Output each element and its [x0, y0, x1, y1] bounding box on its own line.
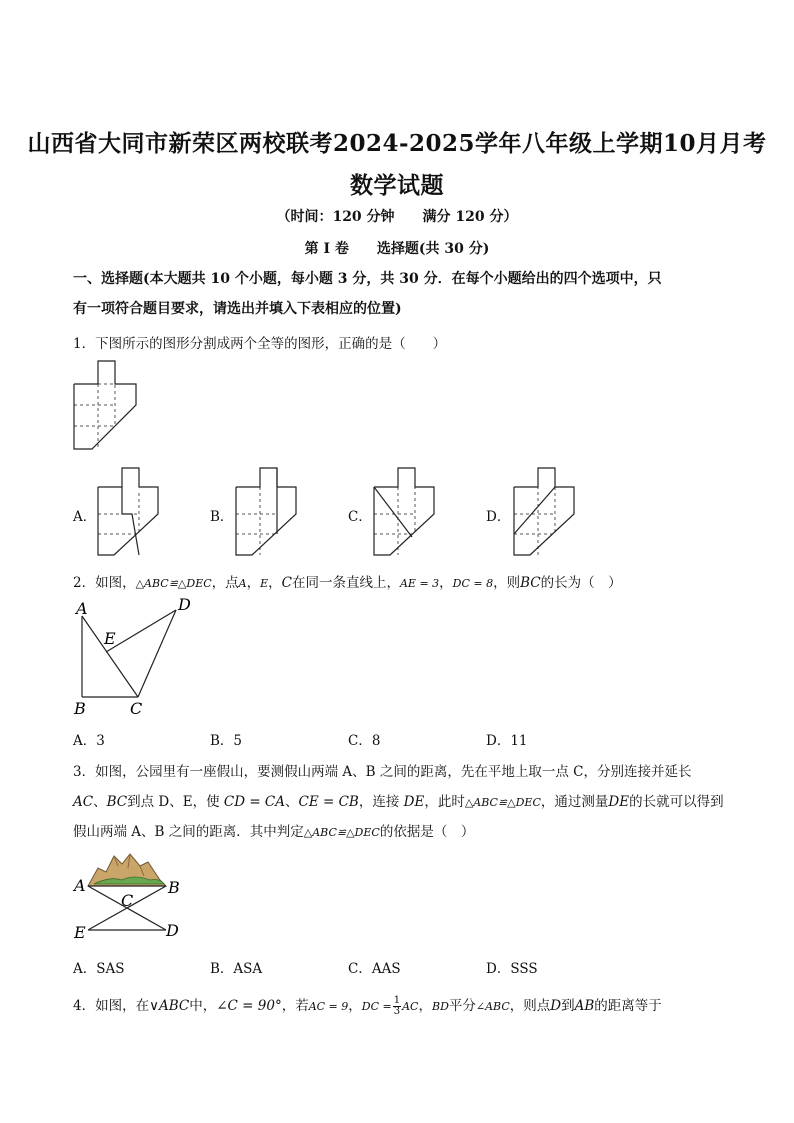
q2-label-c: C [130, 699, 143, 718]
question-3-figure [70, 850, 190, 942]
question-2-figure [70, 594, 210, 719]
q4-bd: BD [431, 1000, 449, 1013]
q2-text-b: ，点 [211, 575, 239, 591]
q3-text-f: ，连接 [358, 794, 404, 810]
q2-point-a: A [238, 577, 247, 590]
q2-congruence: △ABC≌△DEC [135, 577, 212, 590]
q4-text-i: 的距离等于 [594, 998, 662, 1014]
time-info: （时间：120 分钟 满分 120 分） [276, 209, 518, 225]
section-heading-line2: 有一项符合题目要求，请选出并填入下表相应的位置) [73, 301, 402, 317]
q2-point-c: C [281, 575, 292, 591]
q3-option-d[interactable]: D．SSS [486, 961, 538, 977]
q3-label-c: C [121, 891, 134, 910]
q4-fraction [393, 996, 401, 1017]
q4-eq-ac: AC = 9 [308, 1000, 349, 1013]
q3-text-g: ，此时 [424, 794, 465, 810]
question-2-text [73, 571, 622, 591]
q4-text-f: 平分 [448, 998, 476, 1014]
q2-text-a: 2．如图， [73, 575, 136, 591]
q3-eq-cd: CD = CA [223, 794, 286, 810]
question-3-line2 [73, 790, 724, 810]
q4-ac-2: AC [402, 1000, 419, 1013]
q3-label-a: A [74, 876, 86, 895]
q3-label-b: B [168, 878, 180, 897]
q1-option-a-figure [94, 465, 174, 560]
q2-label-d: D [178, 595, 191, 614]
q4-text-g: ，则点 [509, 998, 551, 1014]
q4-text-e: ， [418, 998, 432, 1014]
q2-option-c[interactable]: C．8 [348, 733, 381, 749]
q3-congruence: △ABC≌△DEC [464, 796, 541, 809]
q3-ac: AC [73, 794, 94, 810]
part-label: 第 I 卷 选择题(共 30 分) [304, 241, 490, 257]
q1-option-d[interactable]: D． [486, 509, 511, 525]
q1-option-c[interactable]: C． [348, 509, 372, 525]
q4-fraction-numerator: 1 [393, 995, 401, 1006]
q2-label-e: E [104, 629, 116, 648]
q4-eq-dc: DC = [361, 1000, 392, 1013]
q3-comma-2: 、 [285, 794, 299, 810]
question-1-text: 1．下图所示的图形分割成两个全等的图形，正确的是（ ） [73, 336, 447, 352]
q4-text-a: 4．如图，在 [73, 998, 150, 1014]
q3-bc: BC [106, 794, 128, 810]
q4-point-d: D [550, 998, 562, 1014]
q3-text-i: 的长就可以得到 [629, 794, 724, 810]
q2-text-d: ，则 [493, 575, 521, 591]
q2-text-e: 的长为（ ） [540, 575, 622, 591]
question-4-text [73, 992, 662, 1021]
q3-text-3a: 假山两端 A、B 之间的距离．其中判定 [73, 824, 304, 840]
q4-text-h: 到 [561, 998, 575, 1014]
q4-text-d: ， [348, 998, 362, 1014]
section-heading-line1: 一、选择题(本大题共 10 个小题，每小题 3 分，共 30 分．在每个小题给出的四个选项中，只 [73, 271, 662, 287]
q2-option-d[interactable]: D．11 [486, 733, 528, 749]
q4-fraction-denominator: 3 [393, 1006, 401, 1017]
q1-option-d-figure [510, 465, 590, 560]
q2-sep-3: ， [439, 575, 453, 591]
q2-sep-1: ， [246, 575, 261, 591]
q2-point-e: E [260, 577, 269, 590]
question-3-line3 [73, 820, 474, 840]
page-subtitle: 数学试题 [350, 172, 444, 199]
q4-text-c: ，若 [281, 998, 309, 1014]
q3-text-3b: 的依据是（ ） [379, 824, 475, 840]
q4-text-b: 中， [189, 998, 217, 1014]
q2-text-c: 在同一条直线上， [291, 575, 400, 591]
q4-angle-c: ∠C = 90° [216, 998, 282, 1014]
q3-text-h: ，通过测量 [540, 794, 609, 810]
q3-option-c[interactable]: C．AAS [348, 961, 401, 977]
q3-comma-1: 、 [93, 794, 107, 810]
question-1-figure [70, 355, 150, 455]
question-3-line1: 3．如图，公园里有一座假山，要测假山两端 A、B 之间的距离，先在平地上取一点 C，分别连接并延长 [73, 764, 692, 780]
q1-option-b[interactable]: B． [210, 509, 234, 525]
q3-eq-ce: CE = CB [298, 794, 359, 810]
page-title: 山西省大同市新荣区两校联考2024-2025学年八年级上学期10月月考 [27, 130, 767, 157]
q1-option-c-figure [370, 465, 450, 560]
q2-bc: BC [520, 575, 541, 591]
q4-ab: AB [574, 998, 595, 1014]
q3-option-a[interactable]: A．SAS [73, 961, 125, 977]
rockery-illustration [88, 854, 166, 886]
q2-sep-2: ， [268, 575, 282, 591]
q3-congruence-2: △ABC≌△DEC [303, 826, 380, 839]
q1-option-a[interactable]: A． [73, 509, 97, 525]
q3-label-d: D [166, 921, 179, 940]
q2-label-b: B [74, 699, 86, 718]
q3-option-b[interactable]: B．ASA [210, 961, 263, 977]
q2-option-a[interactable]: A．3 [73, 733, 105, 749]
q3-de: DE [403, 794, 425, 810]
q4-triangle: ∨ABC [149, 998, 190, 1014]
q2-option-b[interactable]: B．5 [210, 733, 243, 749]
q2-eq-ae: AE = 3 [399, 577, 440, 590]
q3-label-e: E [74, 923, 86, 942]
q4-angle-abc: ∠ABC [475, 1000, 510, 1013]
q3-text-d: 到点 D、E，使 [127, 794, 224, 810]
q2-eq-dc: DC = 8 [452, 577, 494, 590]
q3-de-2: DE [608, 794, 630, 810]
q2-label-a: A [76, 599, 88, 618]
q1-option-b-figure [232, 465, 312, 560]
